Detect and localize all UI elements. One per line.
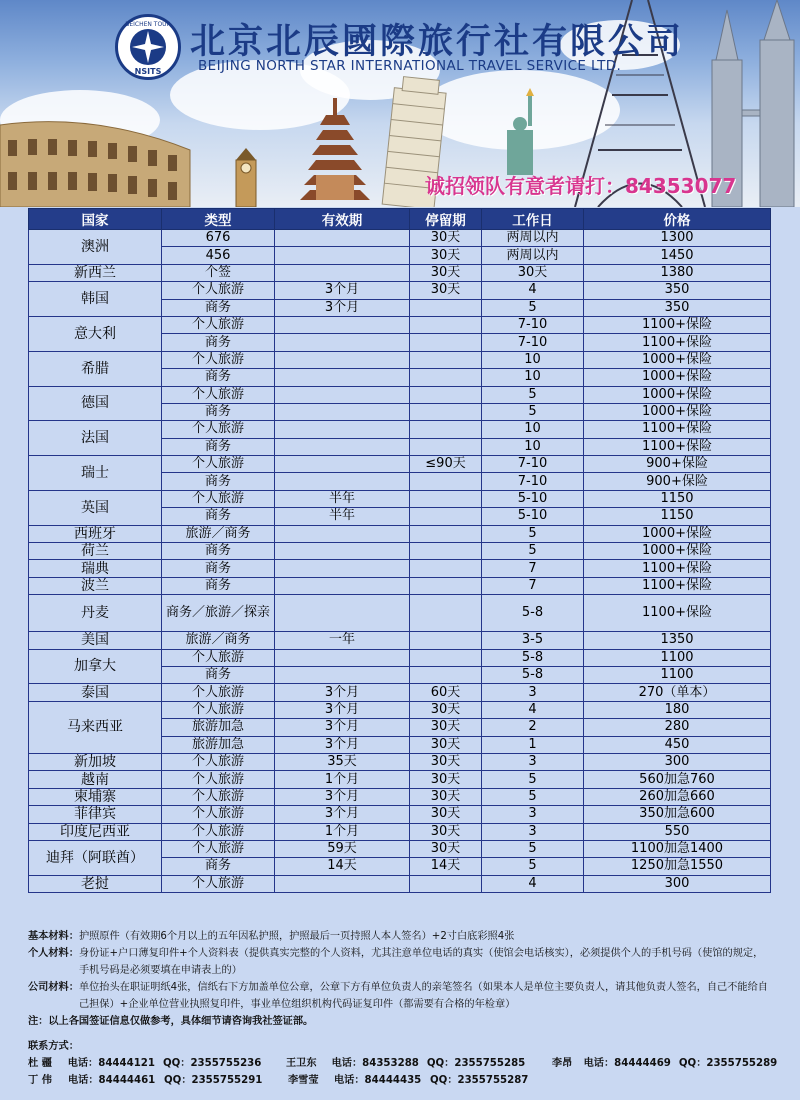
workdays-cell: 3 xyxy=(482,684,584,701)
price-cell: 1000+保险 xyxy=(584,386,771,403)
price-cell: 350 xyxy=(584,282,771,299)
price-cell: 300 xyxy=(584,753,771,770)
price-cell: 280 xyxy=(584,719,771,736)
price-cell: 1380 xyxy=(584,264,771,281)
price-cell: 1150 xyxy=(584,490,771,507)
country-cell: 丹麦 xyxy=(29,595,162,632)
contact-field: QQ：2355755285 xyxy=(426,1058,526,1069)
validity-cell: 3个月 xyxy=(275,736,410,753)
stay-cell xyxy=(410,649,482,666)
workdays-cell: 3 xyxy=(482,823,584,840)
type-cell: 商务 xyxy=(162,403,275,420)
validity-cell: 一年 xyxy=(275,632,410,649)
company-materials-text: 单位抬头在职证明纸4张，信纸右下方加盖单位公章，公章下方有单位负责人的亲笔签名（如果本人是单位主要负责人，请其他负责人签名，自己不能给自己担保）+企业单位营业执照复印件，事业单位组织机构代码证复印件（都需要有合格的年检章） xyxy=(78,982,768,1010)
price-cell: 550 xyxy=(584,823,771,840)
workdays-cell: 5 xyxy=(482,788,584,805)
contact-field: 李雪莹 xyxy=(288,1075,319,1086)
price-cell: 1100 xyxy=(584,649,771,666)
type-cell: 旅游加急 xyxy=(162,736,275,753)
table-body xyxy=(29,230,771,893)
stay-cell xyxy=(410,386,482,403)
stay-cell xyxy=(410,560,482,577)
workdays-cell: 2 xyxy=(482,719,584,736)
table-row xyxy=(29,543,771,560)
workdays-cell: 7-10 xyxy=(482,316,584,333)
country-cell: 西班牙 xyxy=(29,525,162,542)
price-cell: 1100+保险 xyxy=(584,560,771,577)
validity-cell xyxy=(275,247,410,264)
country-cell: 英国 xyxy=(29,490,162,525)
validity-cell: 3个月 xyxy=(275,788,410,805)
validity-cell xyxy=(275,577,410,594)
country-cell: 美国 xyxy=(29,632,162,649)
price-cell: 1100+保险 xyxy=(584,438,771,455)
table-row xyxy=(29,351,771,368)
type-cell: 商务 xyxy=(162,299,275,316)
contact-field: 电话：84444121 xyxy=(67,1058,155,1069)
stay-cell: 30天 xyxy=(410,753,482,770)
validity-cell: 3个月 xyxy=(275,719,410,736)
type-cell: 个人旅游 xyxy=(162,840,275,857)
type-cell: 商务 xyxy=(162,577,275,594)
validity-cell xyxy=(275,438,410,455)
price-cell: 1350 xyxy=(584,632,771,649)
table-row xyxy=(29,456,771,473)
workdays-cell: 5 xyxy=(482,299,584,316)
type-cell: 个人旅游 xyxy=(162,771,275,788)
type-cell: 个人旅游 xyxy=(162,490,275,507)
personal-materials xyxy=(28,945,773,979)
price-cell: 1000+保险 xyxy=(584,543,771,560)
workdays-cell: 5 xyxy=(482,386,584,403)
table-row xyxy=(29,525,771,542)
validity-cell xyxy=(275,421,410,438)
workdays-cell: 10 xyxy=(482,351,584,368)
price-cell: 900+保险 xyxy=(584,473,771,490)
stay-cell: 30天 xyxy=(410,282,482,299)
country-cell: 德国 xyxy=(29,386,162,421)
workdays-cell: 5-8 xyxy=(482,666,584,683)
table-row xyxy=(29,875,771,892)
type-cell: 个人旅游 xyxy=(162,788,275,805)
stay-cell xyxy=(410,316,482,333)
type-cell: 个签 xyxy=(162,264,275,281)
type-cell: 个人旅游 xyxy=(162,823,275,840)
validity-cell: 3个月 xyxy=(275,299,410,316)
statue-of-liberty-icon xyxy=(507,88,534,175)
type-cell: 商务 xyxy=(162,508,275,525)
type-cell: 旅游／商务 xyxy=(162,525,275,542)
workdays-cell: 7-10 xyxy=(482,334,584,351)
stay-cell xyxy=(410,299,482,316)
validity-cell xyxy=(275,351,410,368)
validity-cell xyxy=(275,264,410,281)
country-cell: 菲律宾 xyxy=(29,806,162,823)
contact-field: 电话：84444435 xyxy=(334,1075,422,1086)
price-cell: 1100+保险 xyxy=(584,577,771,594)
country-cell: 荷兰 xyxy=(29,543,162,560)
price-cell: 1100+保险 xyxy=(584,334,771,351)
workdays-cell: 5 xyxy=(482,858,584,875)
validity-cell xyxy=(275,230,410,247)
workdays-cell: 3 xyxy=(482,753,584,770)
contact-field: QQ：2355755236 xyxy=(162,1058,262,1069)
validity-cell: 1个月 xyxy=(275,771,410,788)
country-cell: 印度尼西亚 xyxy=(29,823,162,840)
type-cell: 个人旅游 xyxy=(162,701,275,718)
country-cell: 新西兰 xyxy=(29,264,162,281)
contacts-row-2 xyxy=(28,1072,788,1089)
workdays-cell: 两周以内 xyxy=(482,247,584,264)
price-cell: 1000+保险 xyxy=(584,369,771,386)
type-cell: 个人旅游 xyxy=(162,875,275,892)
type-cell: 商务 xyxy=(162,858,275,875)
country-cell: 法国 xyxy=(29,421,162,456)
contact-field: 丁 伟 xyxy=(28,1075,52,1086)
type-cell: 个人旅游 xyxy=(162,649,275,666)
stay-cell xyxy=(410,577,482,594)
type-cell: 旅游／商务 xyxy=(162,632,275,649)
pagoda-icon xyxy=(300,98,370,200)
type-cell: 个人旅游 xyxy=(162,806,275,823)
validity-cell xyxy=(275,543,410,560)
country-cell: 瑞士 xyxy=(29,456,162,491)
stay-cell: 30天 xyxy=(410,823,482,840)
type-cell: 商务 xyxy=(162,543,275,560)
workdays-cell: 3 xyxy=(482,806,584,823)
company-title-cn: 北京北辰國際旅行社有限公司 xyxy=(190,21,685,62)
type-cell: 商务／旅游／探亲 xyxy=(162,595,275,632)
type-cell: 个人旅游 xyxy=(162,316,275,333)
validity-cell: 35天 xyxy=(275,753,410,770)
basic-materials-label: 基本材料： xyxy=(28,931,79,942)
big-ben-icon xyxy=(236,148,256,207)
workdays-cell: 10 xyxy=(482,421,584,438)
workdays-cell: 7 xyxy=(482,560,584,577)
type-cell: 个人旅游 xyxy=(162,351,275,368)
disclaimer-label: 注： xyxy=(28,1016,49,1027)
stay-cell: 30天 xyxy=(410,736,482,753)
workdays-cell: 5-8 xyxy=(482,595,584,632)
column-header: 国家 xyxy=(29,209,162,230)
workdays-cell: 两周以内 xyxy=(482,230,584,247)
stay-cell xyxy=(410,543,482,560)
validity-cell xyxy=(275,316,410,333)
stay-cell xyxy=(410,490,482,507)
stay-cell xyxy=(410,508,482,525)
column-header: 类型 xyxy=(162,209,275,230)
type-cell: 个人旅游 xyxy=(162,386,275,403)
table-row xyxy=(29,806,771,823)
validity-cell xyxy=(275,403,410,420)
workdays-cell: 7-10 xyxy=(482,456,584,473)
stay-cell: 30天 xyxy=(410,840,482,857)
company-materials xyxy=(28,979,773,1013)
country-cell: 澳洲 xyxy=(29,230,162,265)
stay-cell xyxy=(410,473,482,490)
validity-cell xyxy=(275,595,410,632)
validity-cell: 3个月 xyxy=(275,806,410,823)
country-cell: 加拿大 xyxy=(29,649,162,684)
workdays-cell: 30天 xyxy=(482,264,584,281)
contact-field: 电话：84444469 xyxy=(583,1058,671,1069)
validity-cell: 59天 xyxy=(275,840,410,857)
stay-cell: 30天 xyxy=(410,701,482,718)
validity-cell: 3个月 xyxy=(275,701,410,718)
contact-field: QQ：2355755287 xyxy=(430,1075,529,1086)
price-cell: 350 xyxy=(584,299,771,316)
country-cell: 希腊 xyxy=(29,351,162,386)
type-cell: 个人旅游 xyxy=(162,282,275,299)
validity-cell: 3个月 xyxy=(275,684,410,701)
validity-cell: 半年 xyxy=(275,508,410,525)
column-header: 停留期 xyxy=(410,209,482,230)
country-cell: 波兰 xyxy=(29,577,162,594)
workdays-cell: 5 xyxy=(482,771,584,788)
type-cell: 个人旅游 xyxy=(162,421,275,438)
workdays-cell: 7 xyxy=(482,577,584,594)
stay-cell: 14天 xyxy=(410,858,482,875)
stay-cell: ≤90天 xyxy=(410,456,482,473)
country-cell: 瑞典 xyxy=(29,560,162,577)
validity-cell xyxy=(275,649,410,666)
table-header-row xyxy=(29,209,771,230)
stay-cell: 30天 xyxy=(410,264,482,281)
price-cell: 1000+保险 xyxy=(584,351,771,368)
price-cell: 260加急660 xyxy=(584,788,771,805)
column-header: 价格 xyxy=(584,209,771,230)
stay-cell xyxy=(410,875,482,892)
price-cell: 180 xyxy=(584,701,771,718)
type-cell: 676 xyxy=(162,230,275,247)
header-banner xyxy=(0,0,800,207)
table-row xyxy=(29,840,771,857)
table-row xyxy=(29,386,771,403)
table-row xyxy=(29,577,771,594)
workdays-cell: 10 xyxy=(482,369,584,386)
company-title-en: BEIJING NORTH STAR INTERNATIONAL TRAVEL SERVICE LTD. xyxy=(198,58,622,74)
price-cell: 1100+保险 xyxy=(584,421,771,438)
personal-materials-label: 个人材料： xyxy=(28,948,79,959)
validity-cell: 半年 xyxy=(275,490,410,507)
price-cell: 1100加急1400 xyxy=(584,840,771,857)
stay-cell xyxy=(410,403,482,420)
workdays-cell: 3-5 xyxy=(482,632,584,649)
price-cell: 300 xyxy=(584,875,771,892)
stay-cell: 30天 xyxy=(410,247,482,264)
validity-cell xyxy=(275,666,410,683)
workdays-cell: 1 xyxy=(482,736,584,753)
visa-price-table xyxy=(28,208,771,893)
price-cell: 1000+保险 xyxy=(584,525,771,542)
type-cell: 商务 xyxy=(162,334,275,351)
table-row xyxy=(29,595,771,632)
logo-text-top: BEICHEN TOUR xyxy=(125,21,171,28)
table-row xyxy=(29,264,771,281)
stay-cell xyxy=(410,334,482,351)
table-row xyxy=(29,649,771,666)
stay-cell xyxy=(410,351,482,368)
price-cell: 1300 xyxy=(584,230,771,247)
validity-cell xyxy=(275,560,410,577)
workdays-cell: 5-8 xyxy=(482,649,584,666)
table-row xyxy=(29,684,771,701)
contact-field: 杜 疆 xyxy=(28,1058,52,1069)
workdays-cell: 5 xyxy=(482,840,584,857)
type-cell: 个人旅游 xyxy=(162,753,275,770)
validity-cell xyxy=(275,473,410,490)
type-cell: 商务 xyxy=(162,438,275,455)
price-cell: 1100+保险 xyxy=(584,316,771,333)
type-cell: 个人旅游 xyxy=(162,456,275,473)
price-cell: 1250加急1550 xyxy=(584,858,771,875)
workdays-cell: 5 xyxy=(482,403,584,420)
stay-cell: 30天 xyxy=(410,719,482,736)
validity-cell: 14天 xyxy=(275,858,410,875)
column-header: 有效期 xyxy=(275,209,410,230)
stay-cell: 60天 xyxy=(410,684,482,701)
notes-section xyxy=(28,928,773,1030)
country-cell: 韩国 xyxy=(29,282,162,317)
colosseum-icon xyxy=(0,122,190,207)
stay-cell: 30天 xyxy=(410,806,482,823)
contact-field: QQ：2355755289 xyxy=(678,1058,778,1069)
country-cell: 迪拜（阿联酋） xyxy=(29,840,162,875)
contact-field: QQ：2355755291 xyxy=(164,1075,263,1086)
country-cell: 马来西亚 xyxy=(29,701,162,753)
table-row xyxy=(29,771,771,788)
logo-text-bottom: NSITS xyxy=(134,67,162,76)
recruit-hotline: 诚招领队有意者请打：84353077 xyxy=(425,174,737,198)
validity-cell xyxy=(275,369,410,386)
stay-cell: 30天 xyxy=(410,230,482,247)
validity-cell xyxy=(275,386,410,403)
type-cell: 商务 xyxy=(162,560,275,577)
stay-cell xyxy=(410,438,482,455)
stay-cell xyxy=(410,595,482,632)
price-cell: 1100+保险 xyxy=(584,595,771,632)
table-row xyxy=(29,632,771,649)
price-cell: 350加急600 xyxy=(584,806,771,823)
table-row xyxy=(29,560,771,577)
workdays-cell: 5 xyxy=(482,525,584,542)
contact-field: 电话：84353288 xyxy=(331,1058,419,1069)
table-row xyxy=(29,823,771,840)
country-cell: 柬埔寨 xyxy=(29,788,162,805)
validity-cell xyxy=(275,875,410,892)
table-row xyxy=(29,788,771,805)
basic-materials-text: 护照原件（有效期6个月以上的五年因私护照，护照最后一页持照人本人签名）+2寸白底彩照4张 xyxy=(78,931,515,942)
validity-cell xyxy=(275,334,410,351)
table-row xyxy=(29,230,771,247)
price-cell: 270（单本） xyxy=(584,684,771,701)
contacts-section xyxy=(28,1038,788,1089)
table-row xyxy=(29,701,771,718)
workdays-cell: 10 xyxy=(482,438,584,455)
stay-cell: 30天 xyxy=(410,771,482,788)
price-cell: 1150 xyxy=(584,508,771,525)
workdays-cell: 4 xyxy=(482,875,584,892)
table-row xyxy=(29,490,771,507)
country-cell: 泰国 xyxy=(29,684,162,701)
type-cell: 商务 xyxy=(162,666,275,683)
price-cell: 1000+保险 xyxy=(584,403,771,420)
workdays-cell: 4 xyxy=(482,282,584,299)
table-row xyxy=(29,282,771,299)
price-cell: 900+保险 xyxy=(584,456,771,473)
company-materials-label: 公司材料： xyxy=(28,982,79,993)
workdays-cell: 4 xyxy=(482,701,584,718)
stay-cell xyxy=(410,666,482,683)
country-cell: 新加坡 xyxy=(29,753,162,770)
stay-cell xyxy=(410,525,482,542)
stay-cell xyxy=(410,421,482,438)
price-cell: 560加急760 xyxy=(584,771,771,788)
country-cell: 越南 xyxy=(29,771,162,788)
stay-cell xyxy=(410,369,482,386)
personal-materials-text: 身份证+户口薄复印件+个人资料表（提供真实完整的个人资料，尤其注意单位电话的真实（使馆会电话核实），必须提供个人的手机号码（使馆的规定，手机号码是必须要填在申请表上的） xyxy=(78,948,764,976)
price-cell: 1450 xyxy=(584,247,771,264)
basic-materials xyxy=(28,928,773,945)
stay-cell: 30天 xyxy=(410,788,482,805)
price-cell: 1100 xyxy=(584,666,771,683)
column-header: 工作日 xyxy=(482,209,584,230)
validity-cell: 3个月 xyxy=(275,282,410,299)
stay-cell xyxy=(410,632,482,649)
country-cell: 老挝 xyxy=(29,875,162,892)
country-cell: 意大利 xyxy=(29,316,162,351)
disclaimer-text: 以上各国签证信息仅做参考，具体细节请咨询我社签证部。 xyxy=(48,1016,314,1027)
disclaimer-note xyxy=(28,1013,773,1030)
contact-field: 王卫东 xyxy=(285,1058,317,1069)
workdays-cell: 5-10 xyxy=(482,490,584,507)
contact-field: 电话：84444461 xyxy=(68,1075,156,1086)
validity-cell xyxy=(275,456,410,473)
workdays-cell: 5-10 xyxy=(482,508,584,525)
table-row xyxy=(29,753,771,770)
type-cell: 旅游加急 xyxy=(162,719,275,736)
type-cell: 个人旅游 xyxy=(162,684,275,701)
company-logo xyxy=(115,14,181,80)
workdays-cell: 7-10 xyxy=(482,473,584,490)
workdays-cell: 5 xyxy=(482,543,584,560)
table-row xyxy=(29,421,771,438)
type-cell: 商务 xyxy=(162,369,275,386)
validity-cell: 1个月 xyxy=(275,823,410,840)
contacts-title: 联系方式： xyxy=(28,1041,79,1052)
contact-field: 李昂 xyxy=(551,1058,573,1069)
contacts-row-1 xyxy=(28,1055,788,1072)
validity-cell xyxy=(275,525,410,542)
table-row xyxy=(29,316,771,333)
type-cell: 商务 xyxy=(162,473,275,490)
price-cell: 450 xyxy=(584,736,771,753)
type-cell: 456 xyxy=(162,247,275,264)
